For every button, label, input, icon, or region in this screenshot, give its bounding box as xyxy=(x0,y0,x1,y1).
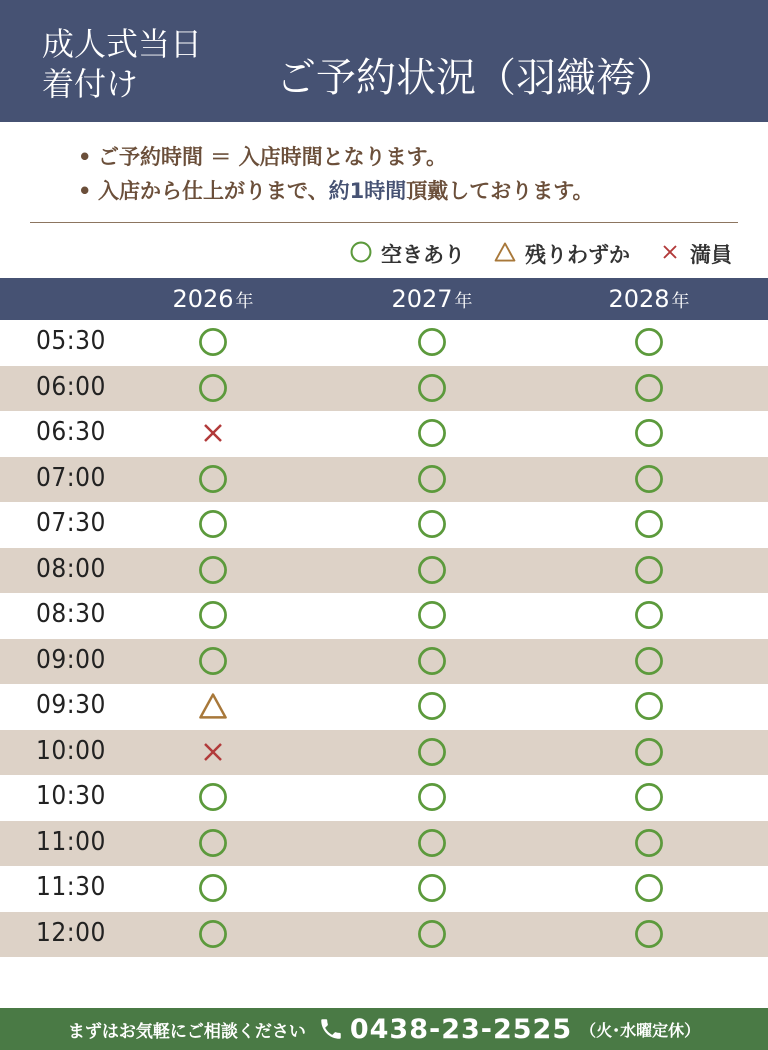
circle-icon xyxy=(633,872,665,904)
circle-icon xyxy=(633,554,665,586)
circle-icon xyxy=(197,508,229,540)
circle-icon xyxy=(633,781,665,813)
circle-icon xyxy=(416,554,448,586)
table-row xyxy=(0,366,768,412)
cross-icon xyxy=(197,736,229,768)
divider xyxy=(30,222,738,223)
note-text-suffix: 頂戴しております。 xyxy=(406,179,594,203)
year-header-2027 xyxy=(391,282,472,319)
circle-icon xyxy=(633,417,665,449)
table-row xyxy=(0,457,768,503)
phone-icon xyxy=(318,1015,344,1043)
contact-message: まずはお気軽にご相談ください xyxy=(67,1021,306,1042)
table-row xyxy=(0,730,768,776)
triangle-icon xyxy=(197,690,229,722)
legend-item-available xyxy=(349,239,465,269)
table-row xyxy=(0,821,768,867)
triangle-icon xyxy=(493,240,517,269)
circle-icon xyxy=(633,827,665,859)
circle-icon xyxy=(416,417,448,449)
table-row xyxy=(0,320,768,366)
circle-icon xyxy=(416,463,448,495)
closed-days: （火･水曜定休） xyxy=(580,1020,701,1040)
circle-icon xyxy=(633,326,665,358)
time-slot: 08:00 xyxy=(36,553,106,584)
time-slot: 06:30 xyxy=(36,417,106,447)
year-suffix: 年 xyxy=(671,291,690,312)
time-slot: 10:00 xyxy=(36,735,106,766)
header-subtitle xyxy=(42,24,202,104)
time-slot: 12:00 xyxy=(36,917,106,948)
year-value: 2027 xyxy=(391,285,453,313)
circle-icon xyxy=(416,599,448,631)
table-row xyxy=(0,866,768,912)
circle-icon xyxy=(197,554,229,586)
note-highlight: 約1時間 xyxy=(328,179,407,203)
table-row xyxy=(0,775,768,821)
circle-icon xyxy=(633,599,665,631)
year-suffix: 年 xyxy=(235,291,254,312)
table-row xyxy=(0,411,768,457)
circle-icon xyxy=(197,326,229,358)
circle-icon xyxy=(633,690,665,722)
circle-icon xyxy=(633,372,665,404)
legend-label: 空きあり xyxy=(381,243,465,267)
phone-number[interactable]: 0438-23-2525 xyxy=(349,1013,573,1045)
header-subtitle-line2: 着付け xyxy=(42,65,139,103)
legend-label: 満員 xyxy=(690,243,732,267)
table-row xyxy=(0,593,768,639)
time-slot: 09:00 xyxy=(36,644,106,675)
year-header-2026 xyxy=(172,282,253,319)
circle-icon xyxy=(416,372,448,404)
time-slot: 11:30 xyxy=(36,872,106,902)
time-slot: 07:00 xyxy=(36,462,106,493)
legend xyxy=(349,236,732,272)
time-slot: 05:30 xyxy=(36,326,106,356)
legend-label: 残りわずか xyxy=(525,243,630,267)
note-text: ご予約時間 ＝ 入店時間となります。 xyxy=(98,145,447,169)
circle-icon xyxy=(416,326,448,358)
circle-icon xyxy=(416,781,448,813)
time-slot: 11:00 xyxy=(36,826,106,857)
circle-icon xyxy=(349,240,373,269)
circle-icon xyxy=(197,599,229,631)
time-slot: 10:30 xyxy=(36,781,106,811)
circle-icon xyxy=(416,690,448,722)
time-slot: 07:30 xyxy=(36,508,106,538)
circle-icon xyxy=(197,645,229,677)
circle-icon xyxy=(416,645,448,677)
time-slot: 08:30 xyxy=(36,599,106,629)
table-row xyxy=(0,912,768,958)
year-value: 2028 xyxy=(608,285,670,313)
circle-icon xyxy=(633,645,665,677)
year-value: 2026 xyxy=(172,285,234,313)
circle-icon xyxy=(197,872,229,904)
note-item xyxy=(78,174,758,208)
time-slot: 09:30 xyxy=(36,690,106,720)
circle-icon xyxy=(197,781,229,813)
circle-icon xyxy=(416,736,448,768)
table-row xyxy=(0,548,768,594)
table-header xyxy=(0,278,768,320)
circle-icon xyxy=(416,508,448,540)
circle-icon xyxy=(633,463,665,495)
year-suffix: 年 xyxy=(454,291,473,312)
circle-icon xyxy=(633,736,665,768)
bullet-icon: • xyxy=(78,145,92,169)
circle-icon xyxy=(197,918,229,950)
header-subtitle-line1: 成人式当日 xyxy=(42,25,203,63)
contact-footer xyxy=(0,1008,768,1050)
circle-icon xyxy=(197,827,229,859)
note-text: 入店から仕上がりまで、 xyxy=(98,179,329,203)
circle-icon xyxy=(633,918,665,950)
circle-icon xyxy=(416,872,448,904)
note-item xyxy=(78,140,758,174)
table-row xyxy=(0,684,768,730)
table-row xyxy=(0,502,768,548)
bullet-icon: • xyxy=(78,179,92,203)
legend-item-few-left xyxy=(493,239,630,269)
notes xyxy=(78,140,758,208)
page-title: ご予約状況（羽織袴） xyxy=(276,55,676,101)
circle-icon xyxy=(416,827,448,859)
circle-icon xyxy=(633,508,665,540)
cross-icon xyxy=(197,417,229,449)
year-header-2028 xyxy=(608,282,689,319)
table-row xyxy=(0,639,768,685)
cross-icon xyxy=(658,240,682,269)
circle-icon xyxy=(197,372,229,404)
time-slot: 06:00 xyxy=(36,371,106,402)
circle-icon xyxy=(197,463,229,495)
page-header xyxy=(0,0,768,122)
circle-icon xyxy=(416,918,448,950)
legend-item-full xyxy=(658,239,732,269)
